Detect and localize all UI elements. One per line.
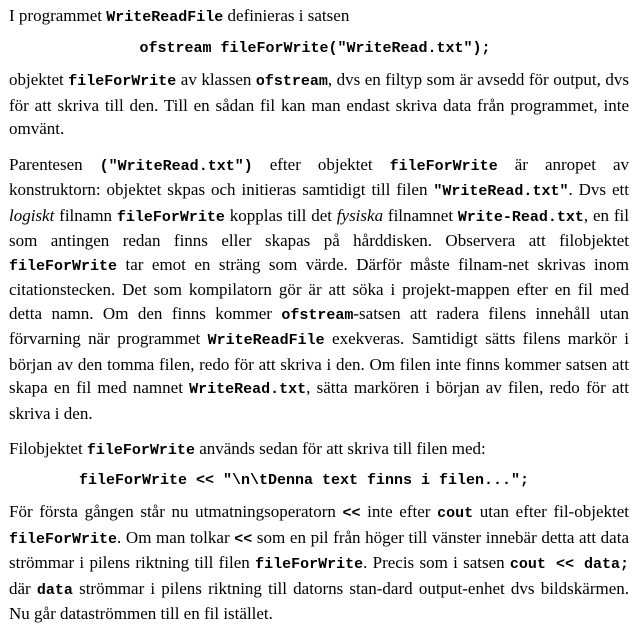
text: . Om man tolkar	[117, 527, 235, 547]
text: , sätta markören i början av filen, redo för att skriva i den.	[9, 378, 629, 423]
code-term: <<	[342, 505, 361, 522]
text: filnamnet	[383, 205, 458, 225]
code-term: ofstream	[281, 306, 354, 324]
code-term: cout	[437, 505, 474, 522]
code-line-write: fileForWrite << "\n\tDenna text finns i filen...";	[78, 471, 530, 489]
text: Filobjektet	[9, 439, 87, 458]
paragraph-constructor	[9, 153, 629, 426]
code-term: ofstream	[255, 73, 328, 90]
code-term: fileForWrite	[9, 530, 118, 548]
code-term: fileForWrite	[116, 208, 225, 226]
paragraph-intro	[9, 4, 629, 30]
code-term: "WriteRead.txt"	[433, 183, 569, 200]
code-term: fileForWrite	[68, 73, 177, 90]
text: , en fil som antingen redan finns eller skapas på hårddisken. Observera att filobjektet	[9, 205, 629, 250]
paragraph-operator	[9, 500, 629, 626]
text: -satsen att radera filens innehåll utan förvarning när programmet	[9, 303, 629, 348]
code-term: fileForWrite	[389, 157, 498, 175]
text: objektet	[9, 70, 69, 89]
text: I programmet	[9, 6, 107, 25]
text: filnamn	[54, 205, 117, 225]
text: För första gången står nu utmatningsoperatorn	[9, 502, 343, 521]
text: av klassen	[176, 70, 256, 89]
code-term: <<	[234, 530, 253, 548]
code-term: ("WriteRead.txt")	[99, 157, 253, 175]
text: där	[9, 578, 37, 598]
text: . Precis som i satsen	[363, 553, 510, 572]
code-term: cout << data;	[509, 556, 630, 573]
text: . Dvs ett	[568, 180, 629, 199]
text: , dvs en filtyp som är avsedd för output, dvs för att skriva till den. Till en sådan fil kan man endast skriva data från programmet, inte omvänt.	[9, 70, 630, 138]
paragraph-usage	[9, 437, 629, 463]
text: Parentesen	[9, 154, 100, 174]
text: som en pil från höger till vänster innebär detta att data strömmar i pilens riktning till filen	[9, 527, 629, 572]
code-term: data	[36, 581, 73, 599]
code-term: fileForWrite	[9, 257, 118, 275]
code-term: WriteReadFile	[106, 9, 224, 26]
text: tar emot en sträng som värde. Därför måste filnam-net skrivas inom citationstecken. Det som kompilatorn gör är att söka i projekt-mappen efter en fil med detta namn. Om den finns kommer	[9, 254, 629, 323]
text: efter objektet	[252, 154, 390, 174]
text: inte efter	[360, 502, 438, 521]
code-term: WriteReadFile	[207, 332, 325, 349]
code-term: fileForWrite	[86, 442, 195, 459]
code-term: WriteRead.txt	[189, 381, 307, 398]
italic-term: fysiska	[336, 205, 384, 225]
code-line-declaration: ofstream fileForWrite("WriteRead.txt");	[139, 39, 491, 57]
text: definieras i satsen	[223, 6, 350, 25]
text: är anropet av konstruktorn: objektet skpas och initieras samtidigt till filen	[9, 154, 629, 199]
text: strömmar i pilens riktning till datorns stan-dard output-enhet dvs bildskärmen. Nu går dataströmmen till en fil istället.	[9, 578, 629, 623]
code-term: Write-Read.txt	[457, 208, 584, 226]
paragraph-object-description	[9, 68, 629, 141]
text: kopplas till det	[224, 205, 337, 225]
text: exekveras. Samtidigt sätts filens markör i början av den tomma filen, redo för att skriva i den. Om filen inte finns kommer satsen att skapa en fil med namnet	[9, 329, 629, 397]
text: utan efter fil-objektet	[473, 502, 629, 521]
italic-term: logiskt	[9, 205, 55, 225]
code-term: fileForWrite	[255, 556, 364, 573]
text: används sedan för att skriva till filen med:	[194, 439, 486, 458]
